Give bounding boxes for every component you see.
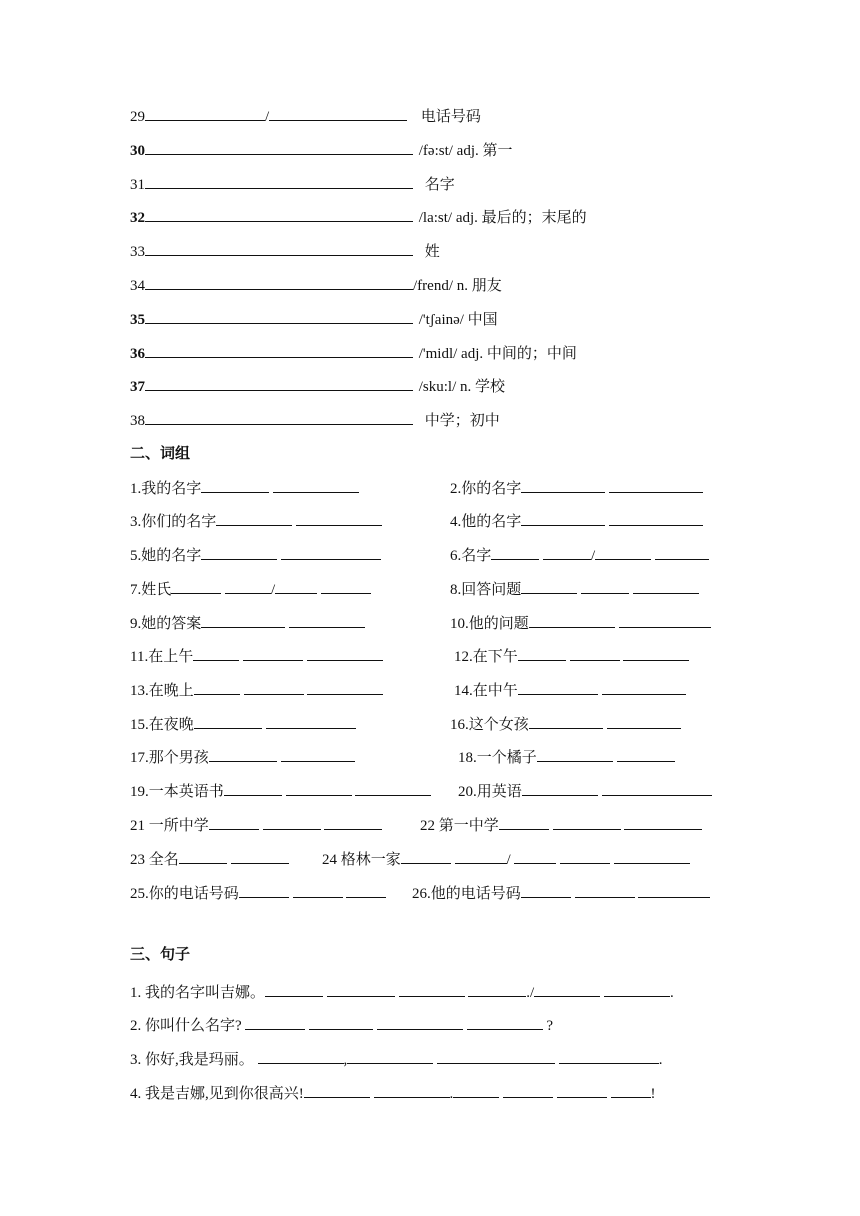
blank[interactable] (399, 982, 465, 997)
vocab-line-36 (130, 343, 577, 364)
blank[interactable] (281, 747, 355, 762)
blank[interactable] (559, 1049, 659, 1064)
vocab-line-31 (130, 174, 455, 195)
phrase-21: 21 一所中学 (130, 815, 382, 836)
phrase-8: 8.回答问题 (450, 579, 699, 600)
blank[interactable] (209, 747, 277, 762)
blank[interactable] (521, 511, 605, 526)
item-number: 37 (130, 379, 145, 395)
sentence-1: 1. 我的名字叫吉娜。 ./ . (130, 982, 674, 1003)
blank[interactable] (145, 376, 413, 391)
blank[interactable] (145, 106, 265, 121)
gloss: /fə:st/ adj. 第一 (418, 143, 513, 159)
blank[interactable] (194, 680, 240, 695)
blank[interactable] (145, 275, 413, 290)
blank[interactable] (609, 478, 703, 493)
gloss: /sku:l/ n. 学校 (418, 379, 506, 395)
blank[interactable] (275, 579, 317, 594)
blank[interactable] (607, 714, 681, 729)
blank[interactable] (201, 478, 269, 493)
blank[interactable] (296, 511, 382, 526)
item-number: 30 (130, 143, 145, 159)
phrase-22: 22 第一中学 (420, 815, 702, 836)
blank[interactable] (327, 982, 395, 997)
vocab-line-32 (130, 207, 587, 228)
blank[interactable] (619, 613, 711, 628)
gloss: 电话号码 (420, 109, 481, 125)
blank[interactable] (145, 174, 413, 189)
section-heading-sentences: 三、句子 (130, 947, 191, 963)
blank[interactable] (145, 410, 413, 425)
blank[interactable] (209, 815, 259, 830)
item-number: 32 (130, 210, 145, 226)
item-number: 33 (130, 244, 145, 260)
phrase-25: 25.你的电话号码 (130, 883, 386, 904)
blank[interactable] (245, 1015, 305, 1030)
item-number: 31 (130, 177, 145, 193)
item-number: 36 (130, 346, 145, 362)
blank[interactable] (503, 1083, 553, 1098)
blank[interactable] (307, 680, 383, 695)
blank[interactable] (521, 579, 577, 594)
phrase-5: 5.她的名字 (130, 545, 381, 566)
blank[interactable] (224, 781, 282, 796)
vocab-line-38 (130, 410, 500, 431)
vocab-line-29: 29 / 电话号码 (130, 106, 481, 127)
blank[interactable] (324, 815, 382, 830)
blank[interactable] (263, 815, 321, 830)
blank[interactable] (347, 1049, 433, 1064)
blank[interactable] (491, 545, 539, 560)
gloss: 中学；初中 (424, 413, 500, 429)
vocab-line-30 (130, 140, 513, 161)
blank[interactable] (401, 849, 451, 864)
blank[interactable] (273, 478, 359, 493)
gloss: /la:st/ adj. 最后的；末尾的 (418, 210, 587, 226)
blank[interactable] (281, 545, 381, 560)
phrase-19: 19.一本英语书 (130, 781, 431, 802)
blank[interactable] (201, 545, 277, 560)
phrase-7: 7.姓氏 / (130, 579, 371, 600)
blank[interactable] (553, 815, 621, 830)
section-heading-phrases: 二、词组 (130, 446, 191, 462)
vocab-line-33 (130, 241, 440, 262)
blank[interactable] (604, 982, 670, 997)
blank[interactable] (543, 545, 591, 560)
blank[interactable] (633, 579, 699, 594)
sentence-3: 3. 你好,我是玛丽。 , . (130, 1049, 663, 1070)
blank[interactable] (529, 613, 615, 628)
blank[interactable] (467, 1015, 543, 1030)
blank[interactable] (239, 883, 289, 898)
phrase-9: 9.她的答案 (130, 613, 365, 634)
phrase-6: 6.名字 / (450, 545, 709, 566)
blank[interactable] (609, 511, 703, 526)
phrase-20: 20.用英语 (458, 781, 712, 802)
blank[interactable] (309, 1015, 373, 1030)
blank[interactable] (145, 207, 413, 222)
blank[interactable] (171, 579, 221, 594)
blank[interactable] (602, 781, 712, 796)
phrase-1: 1.我的名字 (130, 478, 359, 499)
blank[interactable] (304, 1083, 370, 1098)
blank[interactable] (521, 478, 605, 493)
gloss: 名字 (424, 177, 455, 193)
blank[interactable] (455, 849, 507, 864)
blank[interactable] (557, 1083, 607, 1098)
blank[interactable] (617, 747, 675, 762)
phrase-24: 24 格林一家 / (322, 849, 690, 870)
blank[interactable] (437, 1049, 555, 1064)
phrase-26: 26.他的电话号码 (412, 883, 710, 904)
blank[interactable] (145, 309, 413, 324)
sentence-4: 4. 我是吉娜,见到你很高兴! . ! (130, 1083, 656, 1104)
blank[interactable] (468, 982, 526, 997)
blank[interactable] (243, 646, 303, 661)
blank[interactable] (570, 646, 620, 661)
blank[interactable] (518, 646, 566, 661)
blank[interactable] (537, 747, 613, 762)
blank[interactable] (377, 1015, 463, 1030)
blank[interactable] (534, 982, 600, 997)
gloss: /frend/ n. 朋友 (413, 278, 502, 294)
blank[interactable] (289, 613, 365, 628)
blank[interactable] (521, 883, 571, 898)
blank[interactable] (624, 815, 702, 830)
phrase-10: 10.他的问题 (450, 613, 711, 634)
blank[interactable] (595, 545, 651, 560)
blank[interactable] (514, 849, 556, 864)
blank[interactable] (655, 545, 709, 560)
blank[interactable] (225, 579, 271, 594)
item-number: 34 (130, 278, 145, 294)
blank[interactable] (286, 781, 352, 796)
blank[interactable] (258, 1049, 344, 1064)
blank[interactable] (638, 883, 710, 898)
blank[interactable] (201, 613, 285, 628)
phrase-17: 17.那个男孩 (130, 747, 355, 768)
phrase-18: 18.一个橘子 (458, 747, 675, 768)
blank[interactable] (145, 343, 413, 358)
item-number: 35 (130, 312, 145, 328)
phrase-13: 13.在晚上 (130, 680, 383, 701)
blank[interactable] (194, 714, 262, 729)
phrase-11: 11.在上午 (130, 646, 383, 667)
blank[interactable] (145, 140, 413, 155)
blank[interactable] (602, 680, 686, 695)
blank[interactable] (321, 579, 371, 594)
blank[interactable] (581, 579, 629, 594)
blank[interactable] (575, 883, 635, 898)
blank[interactable] (374, 1083, 450, 1098)
blank[interactable] (623, 646, 689, 661)
vocab-line-37 (130, 376, 505, 397)
item-number: 29 (130, 109, 145, 125)
blank[interactable] (560, 849, 610, 864)
phrase-15: 15.在夜晚 (130, 714, 356, 735)
phrase-16: 16.这个女孩 (450, 714, 681, 735)
blank[interactable] (529, 714, 603, 729)
blank[interactable] (293, 883, 343, 898)
gloss: 姓 (424, 244, 440, 260)
blank[interactable] (355, 781, 431, 796)
blank[interactable] (216, 511, 292, 526)
blank[interactable] (518, 680, 598, 695)
blank[interactable] (266, 714, 356, 729)
blank[interactable] (145, 241, 413, 256)
phrase-3: 3.你们的名字 (130, 511, 382, 532)
vocab-line-35 (130, 309, 498, 330)
blank[interactable] (346, 883, 386, 898)
blank[interactable] (244, 680, 304, 695)
item-number: 38 (130, 413, 145, 429)
blank[interactable] (193, 646, 239, 661)
blank[interactable] (269, 106, 407, 121)
blank[interactable] (614, 849, 690, 864)
phrase-23: 23 全名 (130, 849, 289, 870)
blank[interactable] (231, 849, 289, 864)
blank[interactable] (453, 1083, 499, 1098)
sentence-2: 2. 你叫什么名字? ? (130, 1015, 553, 1036)
phrase-4: 4.他的名字 (450, 511, 703, 532)
blank[interactable] (499, 815, 549, 830)
gloss: /'midl/ adj. 中间的；中间 (418, 346, 577, 362)
blank[interactable] (611, 1083, 651, 1098)
vocab-line-34 (130, 275, 502, 296)
blank[interactable] (179, 849, 227, 864)
phrase-2: 2.你的名字 (450, 478, 703, 499)
phrase-12: 12.在下午 (454, 646, 689, 667)
phrase-14: 14.在中午 (454, 680, 686, 701)
blank[interactable] (307, 646, 383, 661)
blank[interactable] (522, 781, 598, 796)
blank[interactable] (265, 982, 323, 997)
gloss: /'tʃainə/ 中国 (418, 312, 498, 328)
